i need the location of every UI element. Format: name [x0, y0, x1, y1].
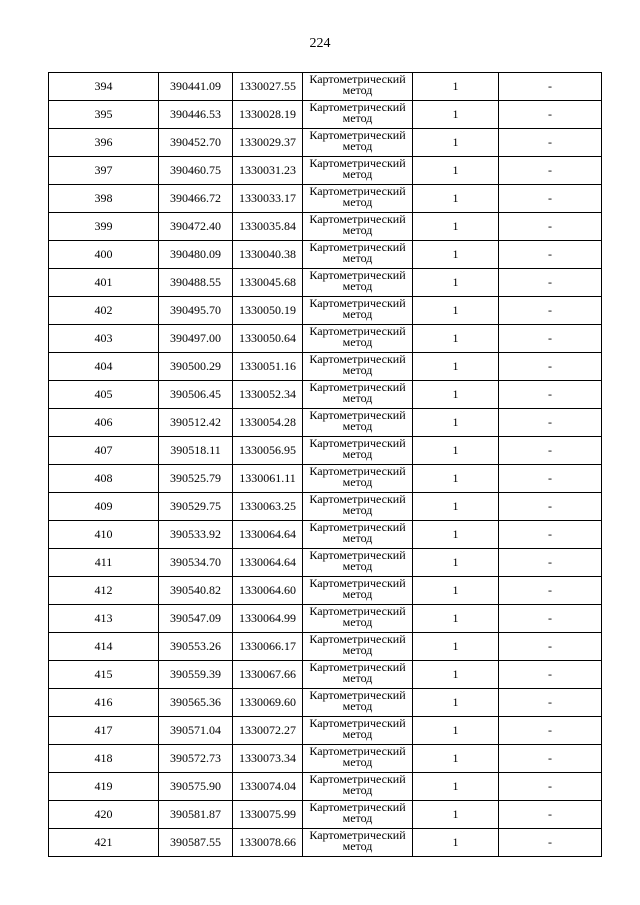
note-cell: - [499, 241, 602, 269]
note-cell: - [499, 689, 602, 717]
y-coordinate-cell: 1330073.34 [233, 745, 303, 773]
method-line-1: Картометрический [309, 576, 406, 590]
y-coordinate-cell: 1330031.23 [233, 157, 303, 185]
method-cell [303, 353, 413, 381]
point-number-cell: 399 [49, 213, 159, 241]
method-line-2: метод [342, 755, 373, 769]
accuracy-cell: 1 [413, 717, 499, 745]
note-cell: - [499, 465, 602, 493]
accuracy-cell: 1 [413, 269, 499, 297]
note-cell: - [499, 353, 602, 381]
method-line-2: метод [342, 559, 373, 573]
point-number-cell: 413 [49, 605, 159, 633]
x-coordinate-cell: 390547.09 [159, 605, 233, 633]
method-line-1: Картометрический [309, 324, 406, 338]
accuracy-cell: 1 [413, 381, 499, 409]
x-coordinate-cell: 390533.92 [159, 521, 233, 549]
method-line-2: метод [342, 615, 373, 629]
method-cell [303, 465, 413, 493]
table-row [49, 381, 602, 409]
method-line-1: Картометрический [309, 464, 406, 478]
accuracy-cell: 1 [413, 409, 499, 437]
x-coordinate-cell: 390565.36 [159, 689, 233, 717]
method-line-1: Картометрический [309, 436, 406, 450]
point-number-cell: 396 [49, 129, 159, 157]
y-coordinate-cell: 1330051.16 [233, 353, 303, 381]
x-coordinate-cell: 390529.75 [159, 493, 233, 521]
accuracy-cell: 1 [413, 493, 499, 521]
note-cell: - [499, 521, 602, 549]
method-line-1: Картометрический [309, 100, 406, 114]
point-number-cell: 395 [49, 101, 159, 129]
method-cell [303, 605, 413, 633]
accuracy-cell: 1 [413, 465, 499, 493]
table-row [49, 661, 602, 689]
x-coordinate-cell: 390540.82 [159, 577, 233, 605]
method-line-2: метод [342, 447, 373, 461]
method-line-2: метод [342, 503, 373, 517]
method-line-1: Картометрический [309, 688, 406, 702]
method-line-2: метод [342, 839, 373, 853]
x-coordinate-cell: 390495.70 [159, 297, 233, 325]
method-line-1: Картометрический [309, 744, 406, 758]
method-line-2: метод [342, 783, 373, 797]
method-line-2: метод [342, 419, 373, 433]
x-coordinate-cell: 390500.29 [159, 353, 233, 381]
point-number-cell: 414 [49, 633, 159, 661]
method-cell [303, 325, 413, 353]
note-cell: - [499, 269, 602, 297]
y-coordinate-cell: 1330064.60 [233, 577, 303, 605]
point-number-cell: 419 [49, 773, 159, 801]
method-cell [303, 241, 413, 269]
accuracy-cell: 1 [413, 661, 499, 689]
note-cell: - [499, 73, 602, 101]
table-row [49, 297, 602, 325]
table-row [49, 717, 602, 745]
x-coordinate-cell: 390553.26 [159, 633, 233, 661]
y-coordinate-cell: 1330067.66 [233, 661, 303, 689]
accuracy-cell: 1 [413, 353, 499, 381]
method-cell [303, 157, 413, 185]
note-cell: - [499, 773, 602, 801]
point-number-cell: 404 [49, 353, 159, 381]
x-coordinate-cell: 390488.55 [159, 269, 233, 297]
y-coordinate-cell: 1330064.99 [233, 605, 303, 633]
method-line-2: метод [342, 727, 373, 741]
table-row [49, 801, 602, 829]
x-coordinate-cell: 390446.53 [159, 101, 233, 129]
y-coordinate-cell: 1330040.38 [233, 241, 303, 269]
note-cell: - [499, 129, 602, 157]
method-line-1: Картометрический [309, 240, 406, 254]
x-coordinate-cell: 390575.90 [159, 773, 233, 801]
method-cell [303, 213, 413, 241]
method-cell [303, 633, 413, 661]
x-coordinate-cell: 390571.04 [159, 717, 233, 745]
x-coordinate-cell: 390497.00 [159, 325, 233, 353]
x-coordinate-cell: 390460.75 [159, 157, 233, 185]
table-row [49, 521, 602, 549]
point-number-cell: 409 [49, 493, 159, 521]
y-coordinate-cell: 1330069.60 [233, 689, 303, 717]
method-line-2: метод [342, 811, 373, 825]
y-coordinate-cell: 1330029.37 [233, 129, 303, 157]
table-row [49, 829, 602, 857]
note-cell: - [499, 325, 602, 353]
method-cell [303, 745, 413, 773]
table-row [49, 325, 602, 353]
method-line-1: Картометрический [309, 380, 406, 394]
note-cell: - [499, 577, 602, 605]
method-line-1: Картометрический [309, 800, 406, 814]
method-line-1: Картометрический [309, 492, 406, 506]
table-row [49, 269, 602, 297]
y-coordinate-cell: 1330045.68 [233, 269, 303, 297]
x-coordinate-cell: 390534.70 [159, 549, 233, 577]
y-coordinate-cell: 1330050.64 [233, 325, 303, 353]
table-row [49, 213, 602, 241]
table-row [49, 773, 602, 801]
note-cell: - [499, 661, 602, 689]
accuracy-cell: 1 [413, 157, 499, 185]
point-number-cell: 415 [49, 661, 159, 689]
note-cell: - [499, 213, 602, 241]
method-line-2: метод [342, 139, 373, 153]
method-cell [303, 409, 413, 437]
table-row [49, 605, 602, 633]
point-number-cell: 394 [49, 73, 159, 101]
coordinates-table [48, 72, 602, 857]
accuracy-cell: 1 [413, 521, 499, 549]
method-line-1: Картометрический [309, 772, 406, 786]
method-cell [303, 829, 413, 857]
point-number-cell: 403 [49, 325, 159, 353]
x-coordinate-cell: 390525.79 [159, 465, 233, 493]
point-number-cell: 406 [49, 409, 159, 437]
point-number-cell: 397 [49, 157, 159, 185]
table-row [49, 73, 602, 101]
point-number-cell: 421 [49, 829, 159, 857]
note-cell: - [499, 297, 602, 325]
x-coordinate-cell: 390480.09 [159, 241, 233, 269]
note-cell: - [499, 185, 602, 213]
x-coordinate-cell: 390452.70 [159, 129, 233, 157]
method-line-1: Картометрический [309, 296, 406, 310]
table-row [49, 493, 602, 521]
accuracy-cell: 1 [413, 605, 499, 633]
note-cell: - [499, 157, 602, 185]
method-line-1: Картометрический [309, 156, 406, 170]
method-cell [303, 773, 413, 801]
y-coordinate-cell: 1330074.04 [233, 773, 303, 801]
method-line-2: метод [342, 167, 373, 181]
accuracy-cell: 1 [413, 213, 499, 241]
point-number-cell: 400 [49, 241, 159, 269]
accuracy-cell: 1 [413, 549, 499, 577]
y-coordinate-cell: 1330050.19 [233, 297, 303, 325]
method-line-2: метод [342, 83, 373, 97]
method-cell [303, 73, 413, 101]
accuracy-cell: 1 [413, 185, 499, 213]
method-line-1: Картометрический [309, 828, 406, 842]
method-cell [303, 661, 413, 689]
y-coordinate-cell: 1330035.84 [233, 213, 303, 241]
note-cell: - [499, 745, 602, 773]
table-row [49, 689, 602, 717]
note-cell: - [499, 549, 602, 577]
y-coordinate-cell: 1330033.17 [233, 185, 303, 213]
point-number-cell: 412 [49, 577, 159, 605]
method-line-2: метод [342, 531, 373, 545]
accuracy-cell: 1 [413, 745, 499, 773]
x-coordinate-cell: 390472.40 [159, 213, 233, 241]
table-row [49, 353, 602, 381]
accuracy-cell: 1 [413, 577, 499, 605]
method-line-1: Картометрический [309, 212, 406, 226]
y-coordinate-cell: 1330066.17 [233, 633, 303, 661]
method-cell [303, 549, 413, 577]
method-cell [303, 185, 413, 213]
method-line-2: метод [342, 363, 373, 377]
accuracy-cell: 1 [413, 129, 499, 157]
method-cell [303, 101, 413, 129]
x-coordinate-cell: 390466.72 [159, 185, 233, 213]
accuracy-cell: 1 [413, 101, 499, 129]
y-coordinate-cell: 1330064.64 [233, 549, 303, 577]
point-number-cell: 420 [49, 801, 159, 829]
table-row [49, 549, 602, 577]
method-line-1: Картометрический [309, 548, 406, 562]
point-number-cell: 417 [49, 717, 159, 745]
note-cell: - [499, 381, 602, 409]
method-line-2: метод [342, 307, 373, 321]
y-coordinate-cell: 1330054.28 [233, 409, 303, 437]
x-coordinate-cell: 390512.42 [159, 409, 233, 437]
note-cell: - [499, 633, 602, 661]
x-coordinate-cell: 390506.45 [159, 381, 233, 409]
x-coordinate-cell: 390559.39 [159, 661, 233, 689]
method-line-1: Картометрический [309, 632, 406, 646]
x-coordinate-cell: 390572.73 [159, 745, 233, 773]
point-number-cell: 402 [49, 297, 159, 325]
method-line-1: Картометрический [309, 352, 406, 366]
point-number-cell: 408 [49, 465, 159, 493]
method-cell [303, 129, 413, 157]
method-line-2: метод [342, 195, 373, 209]
y-coordinate-cell: 1330061.11 [233, 465, 303, 493]
method-line-1: Картометрический [309, 520, 406, 534]
x-coordinate-cell: 390441.09 [159, 73, 233, 101]
y-coordinate-cell: 1330052.34 [233, 381, 303, 409]
point-number-cell: 398 [49, 185, 159, 213]
y-coordinate-cell: 1330063.25 [233, 493, 303, 521]
accuracy-cell: 1 [413, 325, 499, 353]
method-line-2: метод [342, 671, 373, 685]
method-line-2: метод [342, 279, 373, 293]
method-cell [303, 381, 413, 409]
accuracy-cell: 1 [413, 689, 499, 717]
method-line-1: Картометрический [309, 408, 406, 422]
table-row [49, 157, 602, 185]
point-number-cell: 418 [49, 745, 159, 773]
table-row [49, 437, 602, 465]
method-line-2: метод [342, 223, 373, 237]
y-coordinate-cell: 1330027.55 [233, 73, 303, 101]
method-line-2: метод [342, 587, 373, 601]
table-row [49, 633, 602, 661]
method-cell [303, 689, 413, 717]
y-coordinate-cell: 1330028.19 [233, 101, 303, 129]
point-number-cell: 416 [49, 689, 159, 717]
method-line-1: Картометрический [309, 72, 406, 86]
note-cell: - [499, 409, 602, 437]
y-coordinate-cell: 1330056.95 [233, 437, 303, 465]
point-number-cell: 410 [49, 521, 159, 549]
method-line-2: метод [342, 391, 373, 405]
table-row [49, 465, 602, 493]
point-number-cell: 411 [49, 549, 159, 577]
accuracy-cell: 1 [413, 73, 499, 101]
note-cell: - [499, 101, 602, 129]
method-cell [303, 269, 413, 297]
y-coordinate-cell: 1330072.27 [233, 717, 303, 745]
x-coordinate-cell: 390587.55 [159, 829, 233, 857]
note-cell: - [499, 605, 602, 633]
point-number-cell: 401 [49, 269, 159, 297]
accuracy-cell: 1 [413, 829, 499, 857]
point-number-cell: 407 [49, 437, 159, 465]
y-coordinate-cell: 1330075.99 [233, 801, 303, 829]
method-cell [303, 717, 413, 745]
accuracy-cell: 1 [413, 297, 499, 325]
method-cell [303, 493, 413, 521]
accuracy-cell: 1 [413, 801, 499, 829]
note-cell: - [499, 829, 602, 857]
table-row [49, 409, 602, 437]
table-row [49, 185, 602, 213]
accuracy-cell: 1 [413, 773, 499, 801]
table-row [49, 241, 602, 269]
table-row [49, 745, 602, 773]
method-line-1: Картометрический [309, 660, 406, 674]
method-line-1: Картометрический [309, 268, 406, 282]
method-line-1: Картометрический [309, 128, 406, 142]
method-line-2: метод [342, 111, 373, 125]
x-coordinate-cell: 390518.11 [159, 437, 233, 465]
x-coordinate-cell: 390581.87 [159, 801, 233, 829]
y-coordinate-cell: 1330078.66 [233, 829, 303, 857]
accuracy-cell: 1 [413, 437, 499, 465]
accuracy-cell: 1 [413, 633, 499, 661]
method-line-2: метод [342, 699, 373, 713]
point-number-cell: 405 [49, 381, 159, 409]
method-line-1: Картометрический [309, 184, 406, 198]
method-line-1: Картометрический [309, 604, 406, 618]
method-cell [303, 577, 413, 605]
method-cell [303, 297, 413, 325]
note-cell: - [499, 717, 602, 745]
table-row [49, 129, 602, 157]
method-line-2: метод [342, 251, 373, 265]
method-cell [303, 801, 413, 829]
note-cell: - [499, 493, 602, 521]
note-cell: - [499, 801, 602, 829]
method-line-2: метод [342, 335, 373, 349]
method-cell [303, 521, 413, 549]
table-row [49, 101, 602, 129]
y-coordinate-cell: 1330064.64 [233, 521, 303, 549]
method-cell [303, 437, 413, 465]
table-row [49, 577, 602, 605]
coordinates-table-body [49, 73, 602, 857]
page-number: 224 [309, 36, 331, 51]
method-line-1: Картометрический [309, 716, 406, 730]
accuracy-cell: 1 [413, 241, 499, 269]
method-line-2: метод [342, 643, 373, 657]
note-cell: - [499, 437, 602, 465]
method-line-2: метод [342, 475, 373, 489]
